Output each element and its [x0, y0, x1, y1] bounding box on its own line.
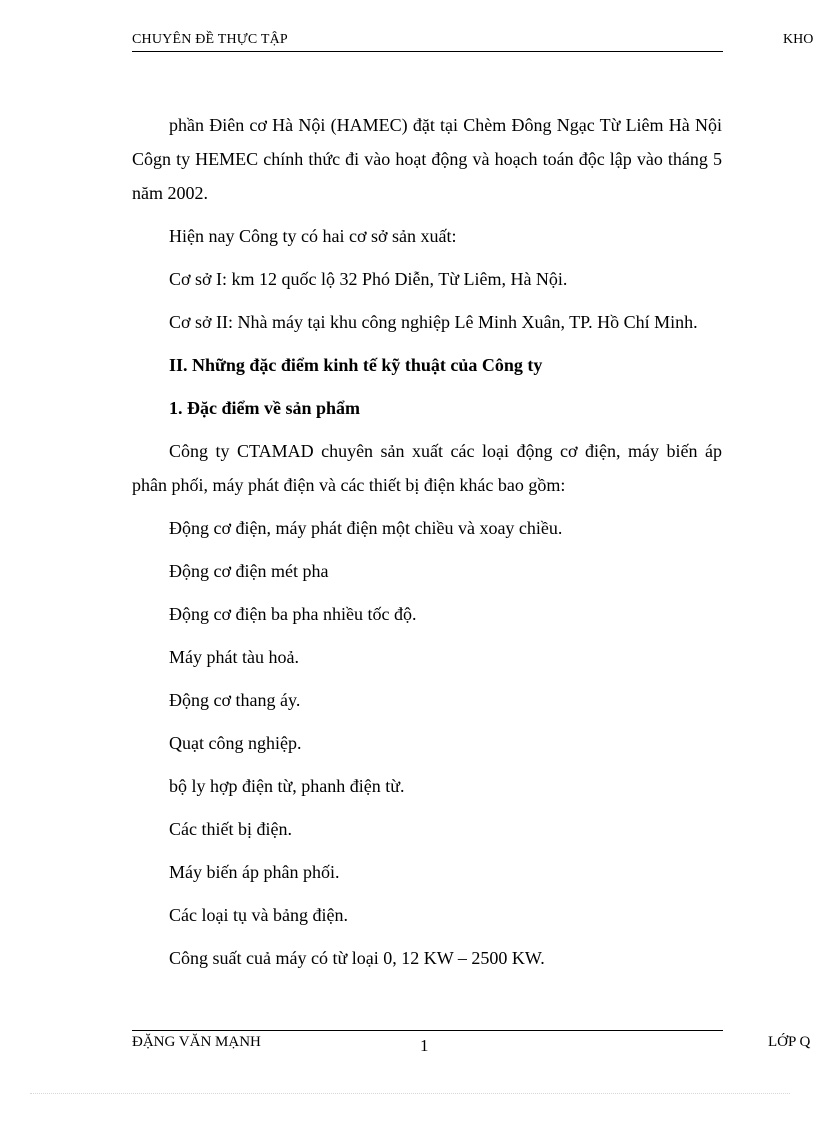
paragraph-production-sites: Hiện nay Công ty có hai cơ sở sản xuất: [169, 226, 457, 246]
section-heading: II. Những đặc điểm kinh tế kỹ thuật của Công ty [169, 355, 543, 375]
paragraph-site-1: Cơ sở I: km 12 quốc lộ 32 Phó Diễn, Từ Liêm, Hà Nội. [169, 269, 568, 289]
paragraph-capacity: Công suất cuả máy có từ loại 0, 12 KW – 2500 KW. [169, 948, 545, 968]
paragraph-products-intro: Công ty CTAMAD chuyên sản xuất các loại động cơ điện, máy biến áp phân phối, máy phát điện và các thiết bị điện khác bao gồm: [132, 441, 722, 495]
list-item: Động cơ điện mét pha [169, 561, 329, 581]
subsection-heading: 1. Đặc điểm về sản phẩm [169, 398, 361, 418]
list-item: Các thiết bị điện. [169, 819, 292, 839]
list-item: Máy biến áp phân phối. [169, 862, 340, 882]
list-item: Máy phát tàu hoả. [169, 647, 299, 667]
list-item: Động cơ điện ba pha nhiều tốc độ. [169, 604, 417, 624]
footer-rule [132, 1030, 723, 1031]
body-text [132, 108, 722, 984]
header-title: CHUYÊN ĐỀ THỰC TẬP [132, 32, 288, 47]
page-bottom-border [30, 1093, 790, 1094]
paragraph-intro-continuation: phần Điên cơ Hà Nội (HAMEC) đặt tại Chèm Đông Ngạc Từ Liêm Hà Nội Côgn ty HEMEC chính thức đi vào hoạt động và hoạch toán độc lập vào tháng 5 năm 2002. [132, 115, 722, 203]
page-number: 1 [420, 1036, 429, 1055]
header-right-text: KHO [783, 32, 814, 47]
footer-class: LỚP Q [768, 1034, 811, 1050]
header-rule [132, 51, 723, 52]
list-item: Quạt công nghiệp. [169, 733, 302, 753]
paragraph-site-2: Cơ sở II: Nhà máy tại khu công nghiệp Lê Minh Xuân, TP. Hồ Chí Minh. [169, 312, 698, 332]
footer-author: ĐẶNG VĂN MẠNH [132, 1034, 261, 1050]
list-item: bộ ly hợp điện từ, phanh điện từ. [169, 776, 405, 796]
list-item: Các loại tụ và bảng điện. [169, 905, 348, 925]
list-item: Động cơ điện, máy phát điện một chiều và xoay chiều. [169, 518, 563, 538]
list-item: Động cơ thang áy. [169, 690, 301, 710]
